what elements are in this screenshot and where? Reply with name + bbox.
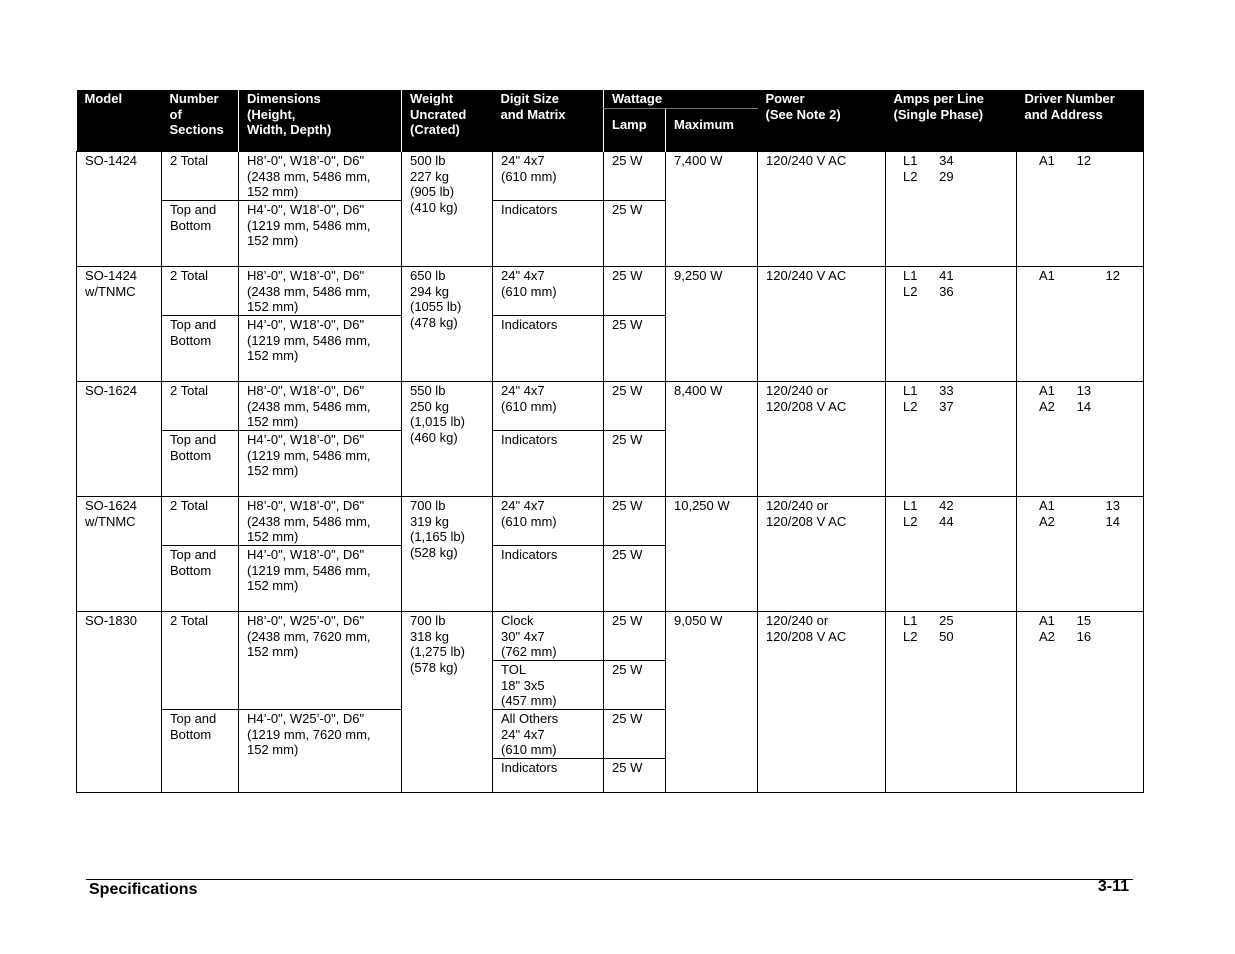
cell-driver: A1 13 A2 14 xyxy=(1017,382,1144,497)
cell-weight: 700 lb 318 kg (1,275 lb) (578 kg) xyxy=(402,612,493,793)
cell-maximum: 9,250 W xyxy=(666,267,758,382)
cell-digit-size: Clock 30" 4x7 (762 mm) xyxy=(493,612,604,661)
header-sections: Number of Sections xyxy=(162,90,239,152)
cell-sections: 2 Total xyxy=(162,267,239,316)
header-dimensions: Dimensions (Height, Width, Depth) xyxy=(239,90,402,152)
cell-dimensions: H4’-0", W18’-0", D6" (1219 mm, 5486 mm, 152 mm) xyxy=(239,316,402,382)
cell-sections: Top and Bottom xyxy=(162,431,239,497)
cell-digit-size: 24" 4x7 (610 mm) xyxy=(493,497,604,546)
table-row xyxy=(77,152,1144,201)
cell-amps: L1 34 L2 29 xyxy=(886,152,1017,267)
cell-model: SO-1424 xyxy=(77,152,162,267)
cell-sections: 2 Total xyxy=(162,382,239,431)
cell-sections: 2 Total xyxy=(162,612,239,710)
header-digit-size: Digit Size and Matrix xyxy=(493,90,604,152)
cell-sections: 2 Total xyxy=(162,152,239,201)
header-maximum: Maximum xyxy=(666,109,758,152)
cell-power: 120/240 V AC xyxy=(758,267,886,382)
cell-model: SO-1830 xyxy=(77,612,162,793)
cell-dimensions: H8’-0", W18’-0", D6" (2438 mm, 5486 mm, 152 mm) xyxy=(239,267,402,316)
cell-sections: Top and Bottom xyxy=(162,316,239,382)
cell-digit-size: Indicators xyxy=(493,201,604,267)
cell-digit-size: 24" 4x7 (610 mm) xyxy=(493,382,604,431)
table-row xyxy=(77,612,1144,661)
cell-power: 120/240 V AC xyxy=(758,152,886,267)
cell-lamp: 25 W xyxy=(604,661,666,710)
cell-digit-size: Indicators xyxy=(493,546,604,612)
cell-amps: L1 41 L2 36 xyxy=(886,267,1017,382)
cell-amps: L1 42 L2 44 xyxy=(886,497,1017,612)
cell-weight: 700 lb 319 kg (1,165 lb) (528 kg) xyxy=(402,497,493,612)
cell-lamp: 25 W xyxy=(604,497,666,546)
cell-driver: A1 15 A2 16 xyxy=(1017,612,1144,793)
cell-dimensions: H8’-0", W18’-0", D6" (2438 mm, 5486 mm, 152 mm) xyxy=(239,382,402,431)
cell-driver: A1 13 A2 14 xyxy=(1017,497,1144,612)
cell-digit-size: Indicators xyxy=(493,759,604,793)
cell-dimensions: H4’-0", W18’-0", D6" (1219 mm, 5486 mm, 152 mm) xyxy=(239,546,402,612)
table-header xyxy=(77,90,1144,152)
cell-model: SO-1424 w/TNMC xyxy=(77,267,162,382)
cell-weight: 500 lb 227 kg (905 lb) (410 kg) xyxy=(402,152,493,267)
header-power: Power (See Note 2) xyxy=(758,90,886,152)
cell-dimensions: H4’-0", W18’-0", D6" (1219 mm, 5486 mm, 152 mm) xyxy=(239,201,402,267)
cell-maximum: 8,400 W xyxy=(666,382,758,497)
cell-dimensions: H8’-0", W18’-0", D6" (2438 mm, 5486 mm, 152 mm) xyxy=(239,497,402,546)
footer-section-title: Specifications xyxy=(89,881,198,898)
cell-digit-size: 24" 4x7 (610 mm) xyxy=(493,152,604,201)
cell-lamp: 25 W xyxy=(604,612,666,661)
cell-power: 120/240 or 120/208 V AC xyxy=(758,612,886,793)
cell-power: 120/240 or 120/208 V AC xyxy=(758,382,886,497)
header-weight: Weight Uncrated (Crated) xyxy=(402,90,493,152)
cell-digit-size: All Others 24" 4x7 (610 mm) xyxy=(493,710,604,759)
table-body xyxy=(77,152,1144,793)
cell-lamp: 25 W xyxy=(604,759,666,793)
cell-sections: Top and Bottom xyxy=(162,201,239,267)
cell-weight: 550 lb 250 kg (1,015 lb) (460 kg) xyxy=(402,382,493,497)
cell-lamp: 25 W xyxy=(604,546,666,612)
header-model: Model xyxy=(77,90,162,152)
cell-dimensions: H4’-0", W18’-0", D6" (1219 mm, 5486 mm, 152 mm) xyxy=(239,431,402,497)
cell-power: 120/240 or 120/208 V AC xyxy=(758,497,886,612)
cell-digit-size: TOL 18" 3x5 (457 mm) xyxy=(493,661,604,710)
cell-weight: 650 lb 294 kg (1055 lb) (478 kg) xyxy=(402,267,493,382)
header-wattage: Wattage xyxy=(604,90,758,109)
cell-dimensions: H8’-0", W25’-0", D6" (2438 mm, 7620 mm, 152 mm) xyxy=(239,612,402,710)
cell-model: SO-1624 w/TNMC xyxy=(77,497,162,612)
cell-driver: A1 12 xyxy=(1017,152,1144,267)
cell-digit-size: Indicators xyxy=(493,431,604,497)
cell-lamp: 25 W xyxy=(604,710,666,759)
cell-maximum: 9,050 W xyxy=(666,612,758,793)
table-row xyxy=(77,382,1144,431)
cell-digit-size: 24" 4x7 (610 mm) xyxy=(493,267,604,316)
cell-lamp: 25 W xyxy=(604,201,666,267)
header-driver: Driver Number and Address xyxy=(1017,90,1144,152)
cell-sections: Top and Bottom xyxy=(162,710,239,793)
cell-dimensions: H4’-0", W25’-0", D6" (1219 mm, 7620 mm, 152 mm) xyxy=(239,710,402,793)
cell-lamp: 25 W xyxy=(604,431,666,497)
header-lamp: Lamp xyxy=(604,109,666,152)
specifications-table xyxy=(76,90,1144,793)
cell-amps: L1 25 L2 50 xyxy=(886,612,1017,793)
cell-maximum: 7,400 W xyxy=(666,152,758,267)
cell-driver: A1 12 xyxy=(1017,267,1144,382)
cell-maximum: 10,250 W xyxy=(666,497,758,612)
footer-page-number: 3-11 xyxy=(1097,878,1129,895)
table-row xyxy=(77,497,1144,546)
table-row xyxy=(77,267,1144,316)
cell-dimensions: H8’-0", W18’-0", D6" (2438 mm, 5486 mm, 152 mm) xyxy=(239,152,402,201)
cell-model: SO-1624 xyxy=(77,382,162,497)
cell-digit-size: Indicators xyxy=(493,316,604,382)
cell-lamp: 25 W xyxy=(604,267,666,316)
footer-rule xyxy=(86,879,1133,880)
cell-lamp: 25 W xyxy=(604,316,666,382)
cell-sections: Top and Bottom xyxy=(162,546,239,612)
cell-lamp: 25 W xyxy=(604,152,666,201)
cell-amps: L1 33 L2 37 xyxy=(886,382,1017,497)
cell-sections: 2 Total xyxy=(162,497,239,546)
header-amps: Amps per Line (Single Phase) xyxy=(886,90,1017,152)
cell-lamp: 25 W xyxy=(604,382,666,431)
